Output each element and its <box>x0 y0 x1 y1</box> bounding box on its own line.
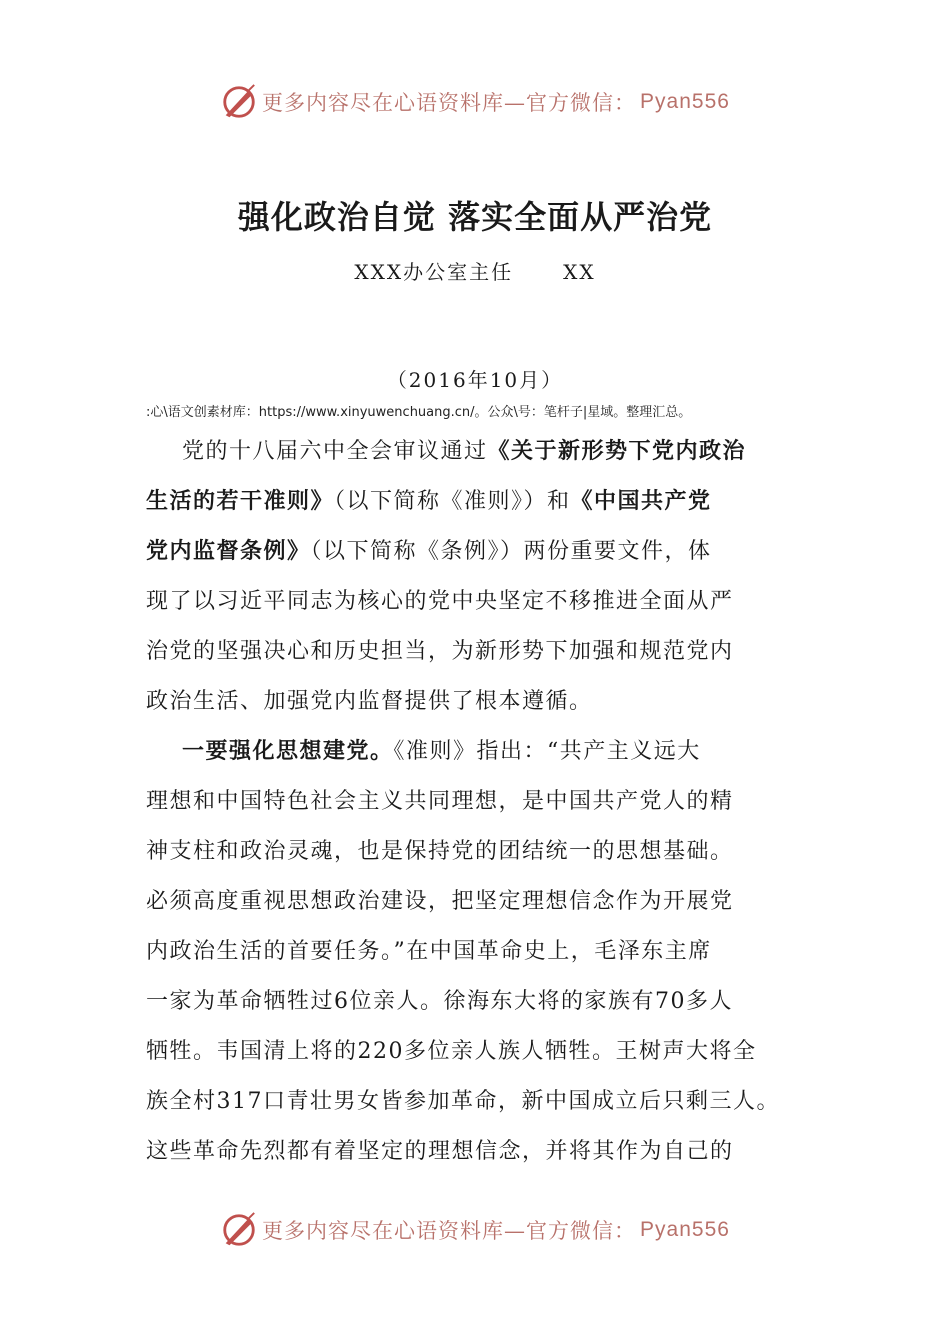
text-line: 神支柱和政治灵魂，也是保持党的团结统一的思想基础。 <box>146 839 734 864</box>
text-line: 内政治生活的首要任务。”在中国革命史上，毛泽东主席 <box>146 939 712 964</box>
banner-handle: Pyan556 <box>640 1218 730 1241</box>
text-line: 牺牲。韦国清上将的220多位亲人族人牺牲。王树声大将全 <box>146 1039 757 1064</box>
header-banner <box>0 82 950 122</box>
footer-banner <box>0 1210 950 1250</box>
document-date: （2016年10月） <box>386 368 564 392</box>
text-line: 党内监督条例》（以下简称《条例》）两份重要文件，体 <box>146 539 712 564</box>
text-line: 政治生活、加强党内监督提供了根本遵循。 <box>146 689 593 714</box>
paragraph-1 <box>146 427 836 727</box>
banner-text: 更多内容尽在心语资料库—官方微信： <box>262 1219 637 1243</box>
text-line: 治党的坚强决心和历史担当，为新形势下加强和规范党内 <box>146 639 734 664</box>
text-line: 一要强化思想建党。《准则》指出：“共产主义远大 <box>182 739 701 764</box>
author-position: XXX办公室主任 <box>354 260 514 284</box>
banner-handle: Pyan556 <box>640 90 730 113</box>
source-line: :心\语文创素材库：https://www.xinyuwenchuang.cn/。公众\号：笔杆子|星域。整理汇总。 <box>146 405 692 420</box>
document-title: 强化政治自觉 落实全面从严治党 <box>237 198 713 236</box>
text-line: 现了以习近平同志为核心的党中央坚定不移推进全面从严 <box>146 589 734 614</box>
banner-text: 更多内容尽在心语资料库—官方微信： <box>262 91 637 115</box>
text-line: 理想和中国特色社会主义共同理想，是中国共产党人的精 <box>146 789 734 814</box>
author-name: XX <box>563 260 596 284</box>
author-line <box>0 256 950 285</box>
text-line: 族全村317口青壮男女皆参加革命，新中国成立后只剩三人。 <box>146 1089 780 1114</box>
text-line: 生活的若干准则》（以下简称《准则》）和《中国共产党 <box>146 489 712 514</box>
quill-logo-icon <box>220 1211 258 1249</box>
text-line: 一家为革命牺牲过6位亲人。徐海东大将的家族有70多人 <box>146 989 733 1014</box>
text-line: 必须高度重视思想政治建设，把坚定理想信念作为开展党 <box>146 889 734 914</box>
quill-logo-icon <box>220 83 258 121</box>
document-body <box>146 427 836 1177</box>
text-line: 党的十八届六中全会审议通过《关于新形势下党内政治 <box>182 439 747 464</box>
paragraph-2 <box>146 727 836 1177</box>
text-line: 这些革命先烈都有着坚定的理想信念，并将其作为自己的 <box>146 1139 734 1164</box>
